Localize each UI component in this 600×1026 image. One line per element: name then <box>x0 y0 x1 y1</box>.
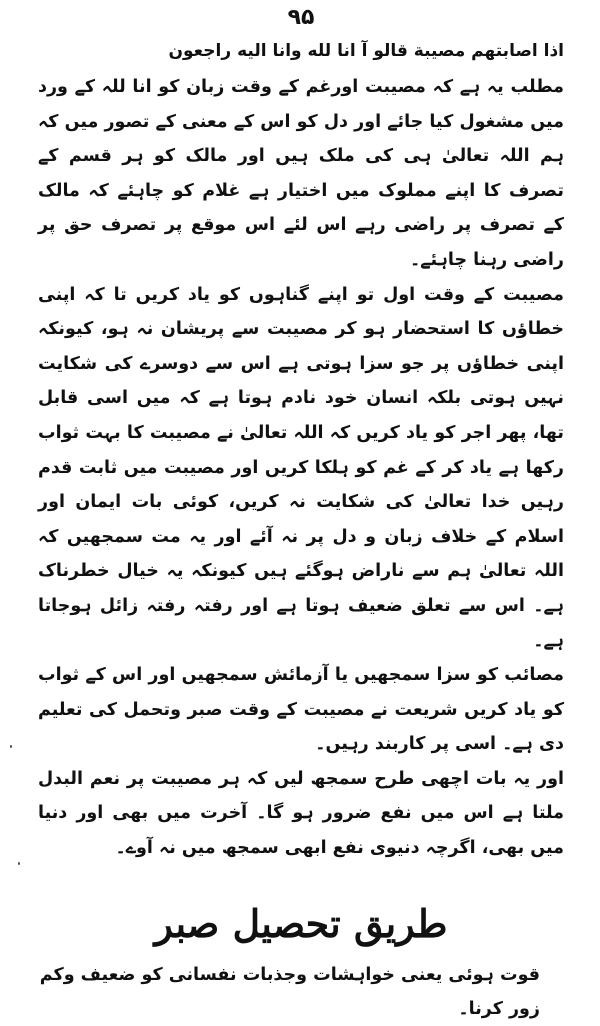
page-number: ۹۵ <box>287 5 315 30</box>
paragraph-1: مطلب یہ ہے کہ مصیبت اورغم کے وقت زبان کو انا للہ کے ورد میں مشغول کیا جائے اور دل کو اس کے معنی کے تصور میں کہ ہم اللہ تعالیٰ ہی کی ملک ہیں اور مالک کو ہر قسم کے تصرف کا اپنے مملوک میں اختیار ہے غلام کو چاہئے کہ مالک کے تصرف پر راضی رہے اس لئے اس موقع پر تصرف حق پر راضی رہنا چاہئے۔ <box>38 77 564 270</box>
closing-line: قوت ہوئی یعنی خواہشات وجذبات نفسانی کو ضعیف وکم زور کرنا۔ <box>39 964 540 1019</box>
scan-speck <box>18 862 20 865</box>
section-heading: طریق تحصیل صبر <box>154 900 448 946</box>
paragraph-3: مصائب کو سزا سمجھیں یا آزمائش سمجھیں اور اس کے ثواب کو یاد کریں شریعت نے مصیبت کے وقت صبر وتحمل کی تعلیم دی ہے۔ اسی پر کاربند رہیں۔ <box>38 665 564 755</box>
quranic-verse: اذا اصابتهم مصيبة قالو آ انا لله وانا اليه راجعون <box>168 41 564 61</box>
paragraph-2: مصیبت کے وقت اول تو اپنے گناہوں کو یاد کریں تا کہ اپنی خطاؤں کا استحضار ہو کر مصیبت سے پریشان نہ ہو، کیونکہ اپنی خطاؤں پر جو سزا ہوتی ہے اس سے دوسرے کی شکایت نہیں ہوتی بلکہ انسان خود نادم ہوتا ہے کہ میں اسی قابل تھا، پھر اجر کو یاد کریں کہ اللہ تعالیٰ نے مصیبت کا بہت ثواب رکھا ہے یاد کر کے غم کو ہلکا کریں اور مصیبت میں ثابت قدم رہیں خدا تعالیٰ کی شکایت نہ کریں، کوئی بات ایمان اور اسلام کے خلاف زبان و دل پر نہ آئے اور یہ مت سمجھیں کہ اللہ تعالیٰ ہم سے ناراض ہوگئے ہیں کیونکہ یہ خیال خطرناک ہے۔ اس سے تعلق ضعیف ہوتا ہے اور رفتہ رفتہ زائل ہوجاتا ہے۔ <box>38 284 564 651</box>
paragraph-4: اور یہ بات اچھی طرح سمجھ لیں کہ ہر مصیبت پر نعم البدل ملتا ہے اس میں نفع ضرور ہو گا۔ آخرت میں بھی اور دنیا میں بھی، اگرچہ دنیوی نفع ابھی سمجھ میں نہ آوے۔ <box>38 768 564 859</box>
scan-speck <box>10 745 12 748</box>
